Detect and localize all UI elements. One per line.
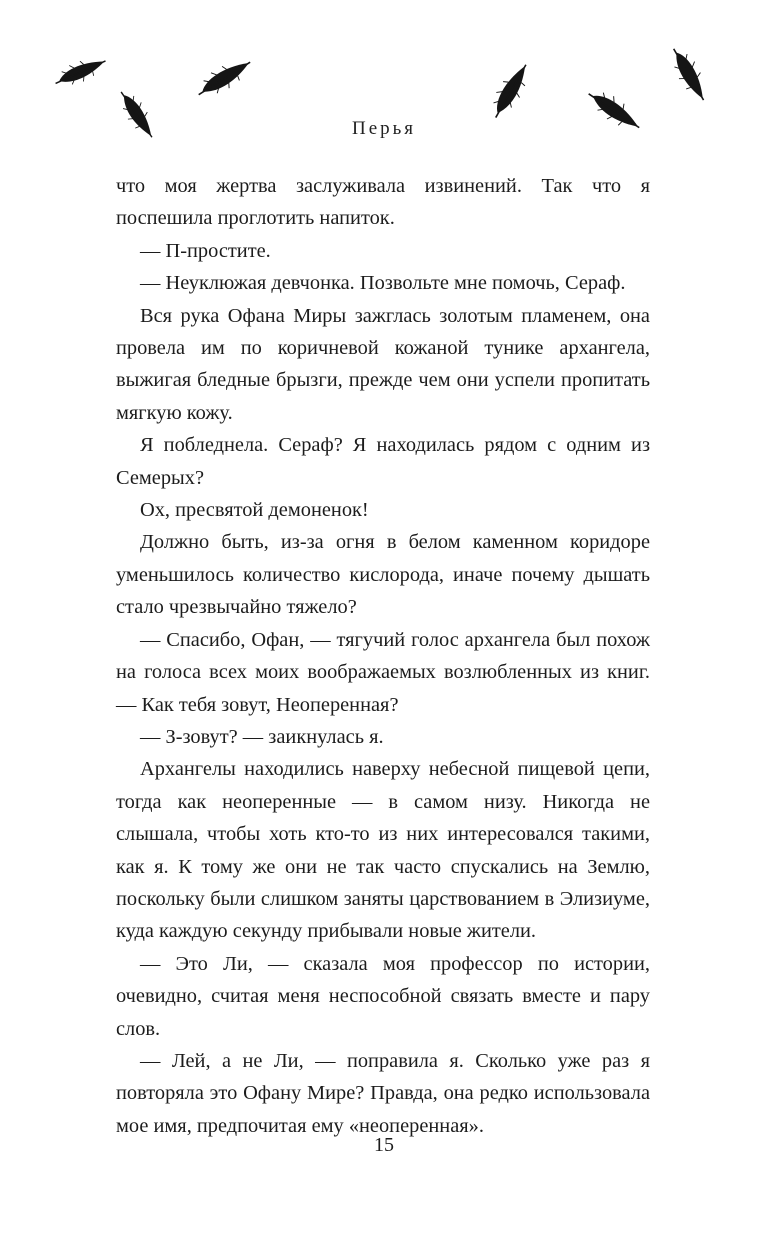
feather-icon (485, 59, 536, 122)
paragraph: — З-зовут? — заикнулась я. (140, 725, 384, 748)
paragraph: Вся рука Офана Миры зажглась золотым пламенем, она провела им по коричневой кожаной тунике архангела, выжигая бледные брызги, прежде чем они успели пропитать мягкую кожу. (116, 304, 650, 424)
paragraph: Я побледнела. Сераф? Я находилась рядом с одним из Семерых? (116, 434, 650, 489)
paragraph: Архангелы находились наверху небесной пищевой цепи, тогда как неоперенные — в самом низу. Никогда не слышала, чтобы хоть кто-то из них интересовался такими, как я. К тому же они не так часто спускались на Землю, поскольку были слишком заняты царствованием в Элизиуме, куда каждую секунду прибывали новые жители. (116, 758, 650, 943)
running-header: Перья (351, 118, 417, 139)
body-text (116, 170, 650, 1142)
paragraph: Должно быть, из-за огня в белом каменном коридоре уменьшилось количество кислорода, иначе почему дышать стало чрезвычайно тяжело? (116, 531, 650, 619)
feather-icon (665, 43, 712, 106)
paragraph: — Это Ли, — сказала моя профессор по истории, очевидно, считая меня неспособной связать вместе и пару слов. (116, 952, 650, 1040)
paragraph: — Неуклюжая девчонка. Позвольте мне помочь, Сераф. (140, 272, 626, 295)
paragraph: Ох, пресвятой демоненок! (140, 499, 369, 522)
paragraph: что моя жертва заслуживала извинений. Так что я поспешила проглотить напиток. (116, 175, 650, 230)
page-number: 15 (374, 1134, 394, 1156)
paragraph: — Спасибо, Офан, — тягучий голос архангела был похож на голоса всех моих воображаемых возлюбленных из книг. — Как тебя зовут, Неоперенная? (116, 628, 650, 716)
paragraph: — П-простите. (140, 239, 271, 262)
feather-icon (51, 52, 109, 91)
feather-icon (192, 53, 256, 103)
paragraph: — Лей, а не Ли, — поправила я. Сколько уже раз я повторяла это Офану Мире? Правда, она редко использовала мое имя, предпочитая ему «неоперенная». (116, 1049, 650, 1137)
